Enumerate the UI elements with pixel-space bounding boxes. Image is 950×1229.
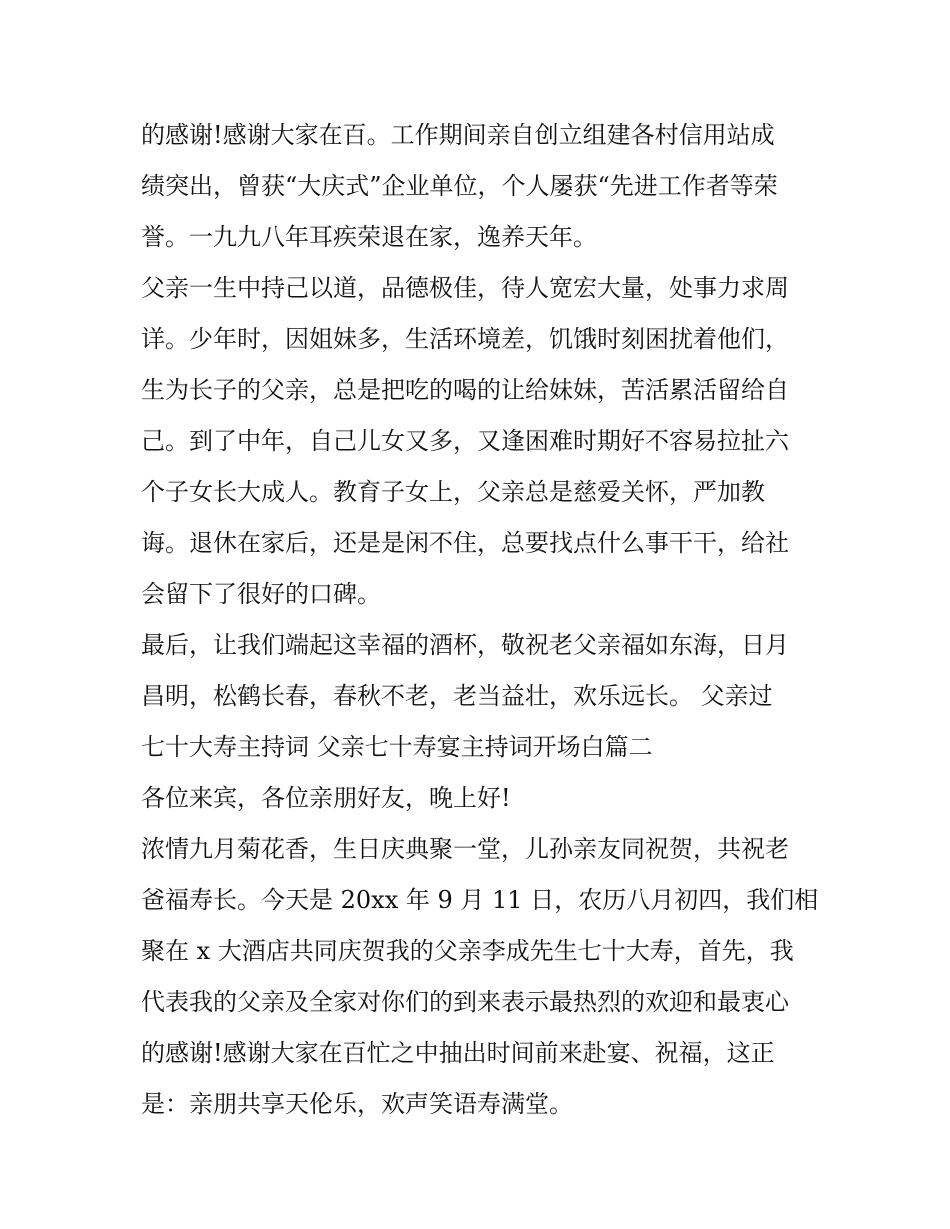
text-line: 生为长子的父亲，总是把吃的喝的让给妹妹，苦活累活留给自 — [141, 376, 789, 404]
text-line: 绩突出，曾获“大庆式”企业单位，个人屡获“先进工作者等荣 — [141, 172, 778, 200]
text-line: 爸福寿长。今天是 20xx 年 9 月 11 日，农历八月初四，我们相 — [141, 886, 819, 914]
document-body — [141, 110, 821, 1130]
text-line: 是：亲朋共享天伦乐，欢声笑语寿满堂。 — [141, 1090, 573, 1118]
text-line: 的感谢!感谢大家在百。工作期间亲自创立组建各村信用站成 — [141, 121, 775, 149]
text-line: 最后，让我们端起这幸福的酒杯，敬祝老父亲福如东海，日月 — [141, 631, 789, 659]
text-line: 七十大寿主持词 父亲七十寿宴主持词开场白篇二 — [141, 733, 653, 761]
text-line: 的感谢!感谢大家在百忙之中抽出时间前来赴宴、祝福，这正 — [141, 1039, 775, 1067]
text-line: 会留下了很好的口碑。 — [141, 580, 381, 608]
text-line: 誉。一九九八年耳疾荣退在家，逸养天年。 — [141, 223, 597, 251]
text-line: 各位来宾，各位亲朋好友，晚上好! — [141, 784, 511, 812]
text-line: 个子女长大成人。教育子女上，父亲总是慈爱关怀，严加教 — [141, 478, 765, 506]
text-line: 昌明，松鹤长春，春秋不老，老当益壮，欢乐远长。 父亲过 — [141, 682, 773, 710]
text-line: 诲。退休在家后，还是是闲不住，总要找点什么事干干，给社 — [141, 529, 789, 557]
text-line: 父亲一生中持己以道，品德极佳，待人宽宏大量，处事力求周 — [141, 274, 789, 302]
text-line: 代表我的父亲及全家对你们的到来表示最热烈的欢迎和最衷心 — [141, 988, 789, 1016]
text-line: 聚在 x 大酒店共同庆贺我的父亲李成先生七十大寿，首先，我 — [141, 937, 794, 965]
text-line: 己。到了中年，自己儿女又多，又逢困难时期好不容易拉扯六 — [141, 427, 789, 455]
text-line: 浓情九月菊花香，生日庆典聚一堂，儿孙亲友同祝贺，共祝老 — [141, 835, 789, 863]
text-line: 详。少年时，因姐妹多，生活环境差，饥饿时刻困扰着他们， — [141, 325, 789, 353]
